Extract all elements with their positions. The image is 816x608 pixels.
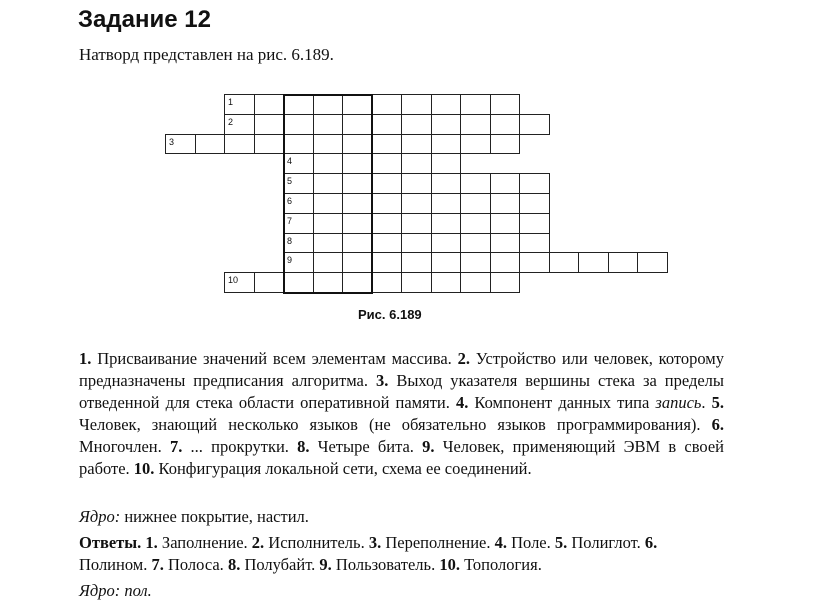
crossword-cell: [224, 134, 255, 155]
answer-text: Заполнение.: [157, 533, 252, 552]
core-clue: [79, 506, 309, 528]
crossword-cell: [460, 173, 491, 194]
crossword-cell: [372, 173, 403, 194]
crossword-cell: [519, 252, 550, 273]
answer-text: Пользователь.: [331, 555, 440, 574]
answer-text: Поле.: [507, 533, 555, 552]
crossword-cell: [372, 193, 403, 214]
clue-text: Присваивание значений всем элементам массива.: [91, 349, 458, 368]
crossword-cell: [490, 213, 521, 234]
clue-text: Устройство или человек, которому предназначены предписания алгоритма.: [79, 349, 724, 390]
crossword-cell: [490, 94, 521, 115]
crossword-cell: [519, 114, 550, 135]
clues-paragraph: [79, 348, 724, 480]
crossword-cell: [401, 114, 432, 135]
crossword-cell: [460, 114, 491, 135]
clue-number: 7.: [169, 437, 183, 456]
crossword-cell: [431, 173, 462, 194]
task-title: Задание 12: [78, 6, 211, 33]
crossword-cell: [372, 94, 403, 115]
crossword-cell: [460, 134, 491, 155]
clue-number: 5: [287, 176, 293, 187]
crossword-cell: [224, 272, 255, 293]
crossword-cell: [431, 153, 462, 174]
crossword-cell: [372, 272, 403, 293]
crossword-cell: [401, 193, 432, 214]
clue-number: 6: [287, 196, 293, 206]
crossword-cell: [549, 252, 580, 273]
clue-number: 7: [287, 215, 293, 226]
clue-number: 5.: [711, 393, 725, 412]
crossword-cell: [431, 94, 462, 115]
crossword-cell: [401, 272, 432, 293]
crossword-cell: [578, 252, 609, 273]
core-answer-text: пол.: [120, 581, 152, 600]
crossword-cell: [401, 252, 432, 273]
answer-number: 8.: [227, 555, 241, 574]
core-answer-label: Ядро:: [79, 581, 121, 600]
crossword-cell: [372, 134, 403, 155]
clue-text: Выход указателя вершины стека за пределы отведенной для стека области оперативной памяти.: [79, 371, 724, 412]
clue-number: 2: [228, 116, 234, 127]
core-clue-label: Ядро:: [79, 507, 121, 526]
clue-number: 9.: [422, 437, 435, 456]
answer-text: Переполнение.: [381, 533, 495, 552]
crossword-cell: [460, 272, 491, 293]
crossword-cell: [490, 114, 521, 135]
crossword-cell: [519, 173, 550, 194]
crossword-cell: [372, 114, 403, 135]
clue-text: Человек, знающий несколько языков (не обязательно языков программирования).: [79, 415, 712, 434]
clue-text: Конфигурация локальной сети, схема ее соединений.: [154, 459, 532, 478]
answer-number: 10.: [439, 555, 460, 574]
answer-number: 6.: [644, 533, 658, 552]
clue-text: Четыре бита.: [309, 437, 423, 456]
clue-number: 1.: [79, 349, 92, 368]
answer-number: 7.: [151, 555, 164, 574]
crossword-cell: [519, 193, 550, 214]
crossword-cell: [490, 173, 521, 194]
crossword-cell: [431, 272, 462, 293]
crossword-cell: [637, 252, 668, 273]
crossword-cell: [372, 252, 403, 273]
core-answer: [79, 580, 152, 602]
crossword-cell: [431, 193, 462, 214]
answer-number: 1.: [145, 533, 158, 552]
crossword-cell: [608, 252, 639, 273]
crossword-cell: [431, 252, 462, 273]
clue-italic-term: запись: [655, 393, 702, 412]
clue-number: 6.: [711, 415, 724, 434]
crossword-cell: [401, 213, 432, 234]
answer-text: Полубайт.: [240, 555, 320, 574]
crossword-cell: [490, 272, 521, 293]
answer-number: 2.: [251, 533, 265, 552]
crossword-cell: [460, 213, 491, 234]
crossword-cell: [224, 94, 255, 115]
crossword-cell: [460, 193, 491, 214]
crossword-cell: [254, 134, 285, 155]
answer-text: Исполнитель.: [264, 533, 369, 552]
crossword-cell: [254, 114, 285, 135]
core-clue-text: нижнее покрытие, настил.: [120, 507, 309, 526]
crossword-cell: [431, 213, 462, 234]
crossword-cell: [431, 114, 462, 135]
crossword-cell: [490, 252, 521, 273]
crossword-cell: [254, 272, 285, 293]
clue-number: 8.: [297, 437, 310, 456]
intro-text: Натворд представлен на рис. 6.189.: [79, 45, 334, 64]
answer-text: Топология.: [459, 555, 542, 574]
clue-number: 4.: [455, 393, 469, 412]
clue-number: 8: [287, 235, 293, 246]
clue-text: Человек, применяющий ЭВМ в своей работе.: [79, 437, 724, 478]
clue-text-tail: .: [701, 393, 712, 412]
answer-text: Полином.: [79, 555, 152, 574]
crossword-cell: [254, 94, 285, 115]
answer-number: 5.: [554, 533, 568, 552]
crossword-cell: [165, 134, 196, 155]
answer-text: Полиглот.: [567, 533, 645, 552]
answer-text: Полоса.: [163, 555, 228, 574]
answers-paragraph: [79, 532, 729, 576]
core-column-outline: [283, 94, 373, 294]
crossword-cell: [401, 94, 432, 115]
clue-number: 3: [169, 136, 175, 147]
crossword-cell: [372, 213, 403, 234]
answer-number: 3.: [368, 533, 382, 552]
crossword-cell: [490, 193, 521, 214]
answers-label: Ответы.: [79, 533, 142, 552]
clue-number: 9: [287, 255, 293, 266]
clue-number: 10.: [133, 459, 155, 478]
clue-text: ... прокрутки.: [182, 437, 298, 456]
clue-text: Компонент данных типа: [468, 393, 656, 412]
figure-caption: Рис. 6.189: [358, 307, 422, 322]
crossword-cell: [401, 233, 432, 254]
crossword-cell: [401, 153, 432, 174]
answer-number: 9.: [319, 555, 332, 574]
crossword-cell: [519, 213, 550, 234]
clue-number: 2.: [457, 349, 470, 368]
crossword-cell: [490, 233, 521, 254]
answer-number: 4.: [494, 533, 507, 552]
crossword-cell: [460, 94, 491, 115]
crossword-cell: [460, 233, 491, 254]
crossword-cell: [372, 233, 403, 254]
crossword-cell: [431, 233, 462, 254]
crossword-cell: [490, 134, 521, 155]
crossword-cell: [401, 173, 432, 194]
crossword-cell: [519, 233, 550, 254]
clue-number: 10: [228, 275, 239, 286]
crossword-cell: [401, 134, 432, 155]
crossword-cell: [224, 114, 255, 135]
crossword-cell: [460, 252, 491, 273]
clue-number: 3.: [375, 371, 389, 390]
clue-text: Многочлен.: [79, 437, 170, 456]
clue-number: 4: [287, 156, 293, 167]
clue-number: 1: [228, 97, 234, 107]
crossword-cell: [372, 153, 403, 174]
crossword-cell: [431, 134, 462, 155]
crossword-cell: [195, 134, 226, 155]
